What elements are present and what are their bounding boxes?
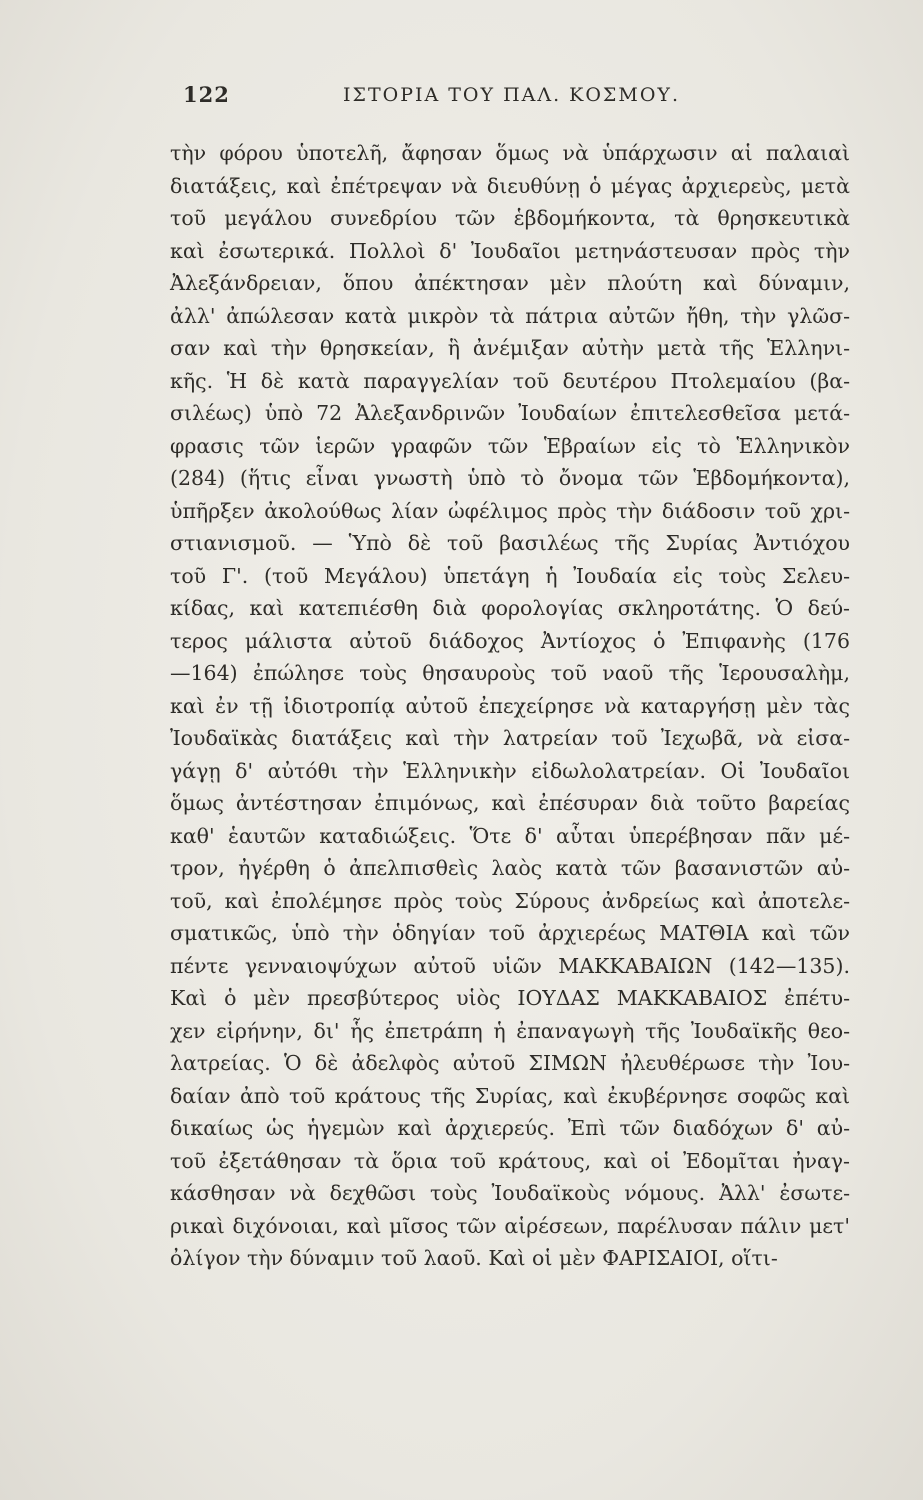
page-header (175, 82, 725, 122)
text-line: καθ' ἑαυτῶν καταδιώξεις. Ὅτε δ' αὗται ὑπερέβησαν πᾶν μέ- (170, 823, 850, 848)
text-line: ὀλίγον τὴν δύναμιν τοῦ λαοῦ. Καὶ οἱ μὲν ΦΑΡΙΣΑΙΟΙ, οἵτι- (170, 1246, 778, 1270)
text-line: ἀλλ' ἀπώλεσαν κατὰ μικρὸν τὰ πάτρια αὐτῶν ἤθη, τὴν γλῶσ- (170, 303, 850, 328)
text-line: ὅμως ἀντέστησαν ἐπιμόνως, καὶ ἐπέσυραν διὰ τοῦτο βαρείας (170, 791, 850, 815)
text-line: δαίαν ἀπὸ τοῦ κράτους τῆς Συρίας, καὶ ἐκυβέρνησε σοφῶς καὶ (170, 1083, 850, 1108)
text-line: σιλέως) ὑπὸ 72 Ἀλεξανδρινῶν Ἰουδαίων ἐπιτελεσθεῖσα μετά- (170, 401, 850, 425)
text-line: στιανισμοῦ. — Ὑπὸ δὲ τοῦ βασιλέως τῆς Συρίας Ἀντιόχου (170, 531, 850, 555)
text-line: κῆς. Ἡ δὲ κατὰ παραγγελίαν τοῦ δευτέρου Πτολεμαίου (βα- (170, 368, 850, 393)
text-line: λατρείας. Ὁ δὲ ἀδελφὸς αὐτοῦ ΣΙΜΩΝ ἠλευθέρωσε τὴν Ἰου- (170, 1051, 850, 1075)
text-line: Ἀλεξάνδρειαν, ὅπου ἀπέκτησαν μὲν πλούτη καὶ δύναμιν, (170, 271, 850, 295)
text-line: καὶ ἐσωτερικά. Πολλοὶ δ' Ἰουδαῖοι μετηνάστευσαν πρὸς τὴν (170, 238, 850, 263)
text-line: —164) ἐπώλησε τοὺς θησαυροὺς τοῦ ναοῦ τῆς Ἱερουσαλὴμ, (170, 661, 850, 685)
text-line: ὑπῆρξεν ἀκολούθως λίαν ὠφέλιμος πρὸς τὴν διάδοσιν τοῦ χρι- (170, 498, 850, 523)
text-line: (284) (ἥτις εἶναι γνωστὴ ὑπὸ τὸ ὄνομα τῶν Ἑβδομήκοντα), (170, 466, 850, 490)
text-line: ρικαὶ διχόνοιαι, καὶ μῖσος τῶν αἱρέσεων, παρέλυσαν πάλιν μετ' (170, 1213, 850, 1238)
text-line: τοῦ Γ'. (τοῦ Μεγάλου) ὑπετάγη ἡ Ἰουδαία εἰς τοὺς Σελευ- (170, 563, 850, 588)
text-line: φρασις τῶν ἱερῶν γραφῶν τῶν Ἑβραίων εἰς τὸ Ἑλληνικὸν (170, 433, 850, 458)
text-line: δικαίως ὡς ἡγεμὼν καὶ ἀρχιερεύς. Ἐπὶ τῶν διαδόχων δ' αὐ- (170, 1116, 850, 1140)
text-line: καὶ ἐν τῇ ἰδιοτροπίᾳ αὐτοῦ ἐπεχείρησε νὰ καταργήσῃ μὲν τὰς (170, 693, 850, 718)
text-line: Καὶ ὁ μὲν πρεσβύτερος υἱὸς ΙΟΥΔΑΣ ΜΑΚΚΑΒΑΙΟΣ ἐπέτυ- (170, 986, 850, 1010)
running-title: ΙΣΤΟΡΙΑ ΤΟΥ ΠΑΛ. ΚΟΣΜΟΥ. (343, 84, 680, 106)
text-line: Ἰουδαϊκὰς διατάξεις καὶ τὴν λατρείαν τοῦ Ἰεχωβᾶ, νὰ εἰσα- (170, 726, 850, 750)
text-line: χεν εἰρήνην, δι' ἧς ἐπετράπη ἡ ἐπαναγωγὴ τῆς Ἰουδαϊκῆς θεο- (170, 1018, 850, 1043)
text-line: τοῦ, καὶ ἐπολέμησε πρὸς τοὺς Σύρους ἀνδρείως καὶ ἀποτελε- (170, 888, 850, 913)
text-line: γάγῃ δ' αὐτόθι τὴν Ἑλληνικὴν εἰδωλολατρείαν. Οἱ Ἰουδαῖοι (170, 758, 850, 783)
text-line: κίδας, καὶ κατεπιέσθη διὰ φορολογίας σκληροτάτης. Ὁ δεύ- (170, 596, 850, 620)
text-line: κάσθησαν νὰ δεχθῶσι τοὺς Ἰουδαϊκοὺς νόμους. Ἀλλ' ἐσωτε- (170, 1181, 850, 1205)
text-line: πέντε γενναιοψύχων αὐτοῦ υἱῶν ΜΑΚΚΑΒΑΙΩΝ (142—135). (170, 953, 850, 978)
text-line: τοῦ μεγάλου συνεδρίου τῶν ἑβδομήκοντα, τὰ θρησκευτικὰ (170, 206, 850, 230)
body-text (170, 137, 850, 1275)
text-line: σματικῶς, ὑπὸ τὴν ὁδηγίαν τοῦ ἀρχιερέως ΜΑΤΘΙΑ καὶ τῶν (170, 921, 850, 945)
text-line: τερος μάλιστα αὐτοῦ διάδοχος Ἀντίοχος ὁ Ἐπιφανὴς (176 (170, 628, 850, 653)
text-line: τοῦ ἐξετάθησαν τὰ ὅρια τοῦ κράτους, καὶ οἱ Ἐδομῖται ἠναγ- (170, 1148, 850, 1173)
page-number: 122 (183, 82, 230, 107)
text-line: σαν καὶ τὴν θρησκείαν, ἣ ἀνέμιξαν αὐτὴν μετὰ τῆς Ἑλληνι- (170, 336, 850, 360)
text-line: τὴν φόρου ὑποτελῆ, ἄφησαν ὅμως νὰ ὑπάρχωσιν αἱ παλαιαὶ (170, 141, 850, 165)
text-line: διατάξεις, καὶ ἐπέτρεψαν νὰ διευθύνῃ ὁ μέγας ἀρχιερεὺς, μετὰ (170, 173, 850, 198)
text-line: τρον, ἠγέρθη ὁ ἀπελπισθεὶς λαὸς κατὰ τῶν βασανιστῶν αὐ- (170, 856, 850, 880)
